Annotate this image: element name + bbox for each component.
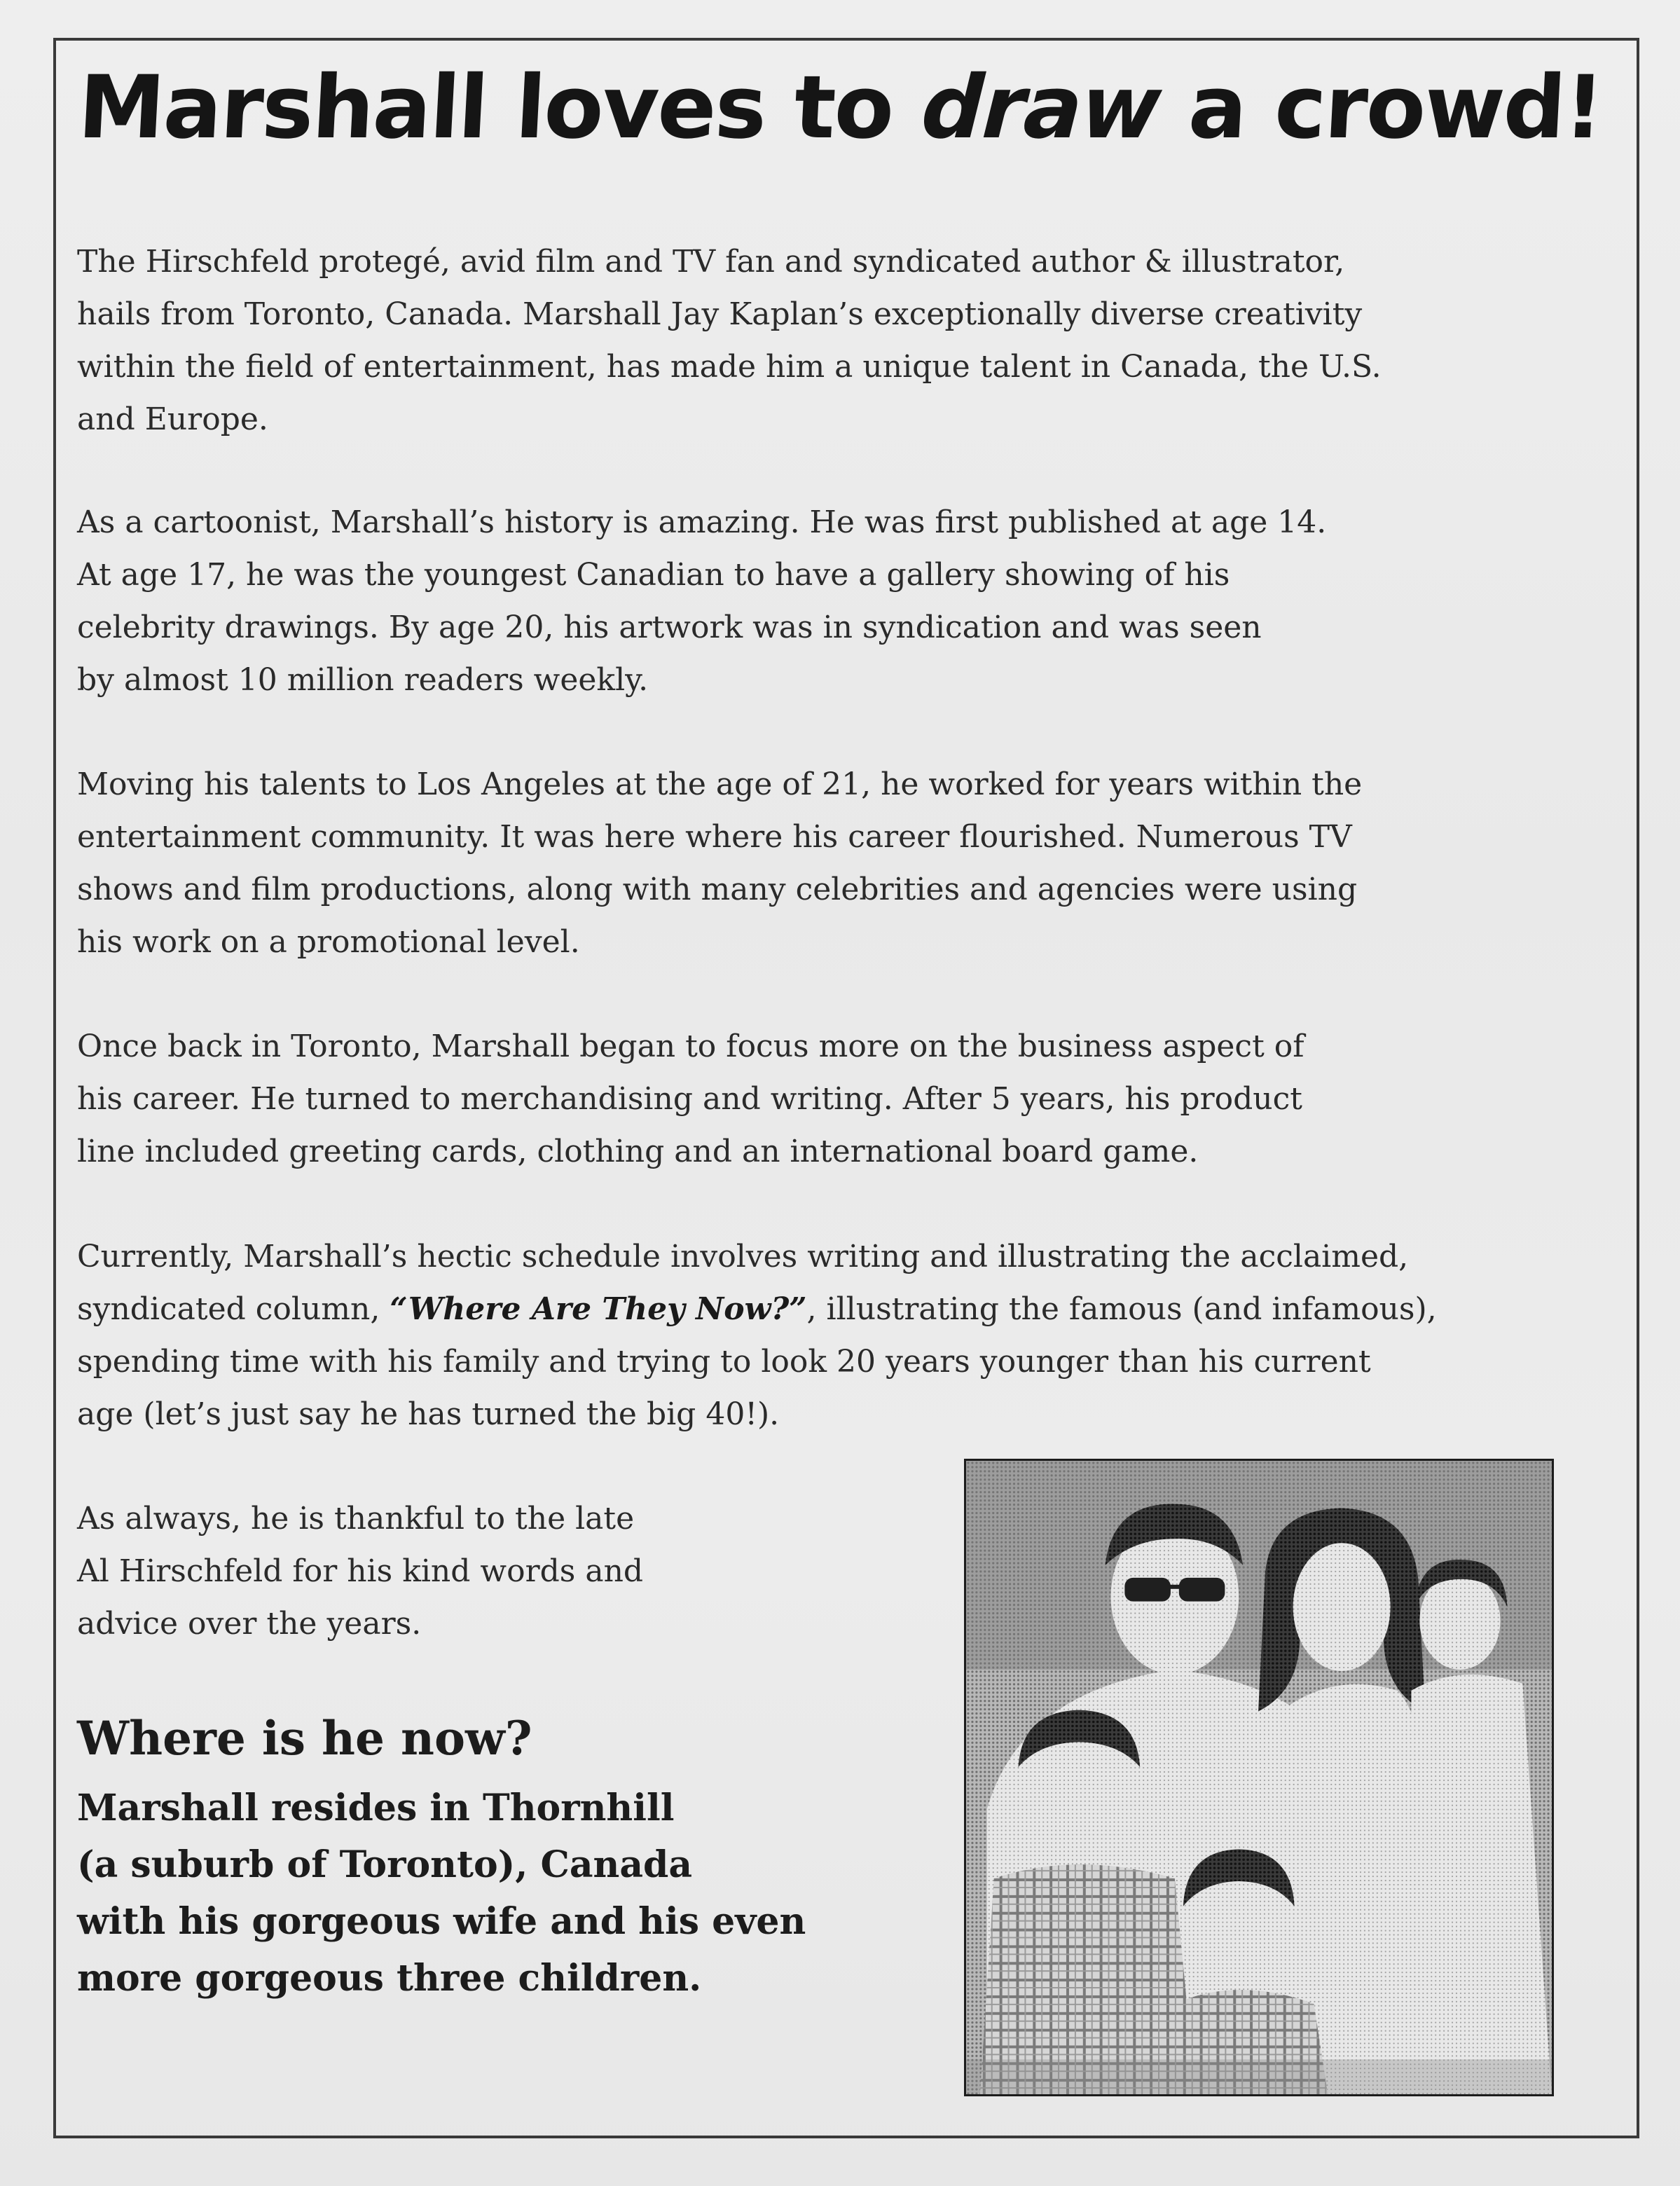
paragraph-line: Moving his talents to Los Angeles at the age of 21, he worked for years within the — [77, 767, 1363, 802]
where-line: (a suburb of Toronto), Canada — [77, 1843, 693, 1886]
paragraph-line: his work on a promotional level. — [77, 924, 580, 960]
where-line: Marshall resides in Thornhill — [77, 1787, 675, 1829]
paragraph-cartoonist — [77, 496, 1618, 706]
paragraph-line: As always, he is thankful to the late — [77, 1501, 635, 1537]
paragraph-line: and Europe. — [77, 401, 268, 437]
where-line: with his gorgeous wife and his even — [77, 1900, 806, 1943]
paragraph-line: As a cartoonist, Marshall’s history is amazing. He was first published at age 14. — [77, 504, 1327, 540]
text-segment: syndicated column, — [77, 1291, 390, 1327]
paragraph-line: shows and film productions, along with many celebrities and agencies were using — [77, 872, 1358, 907]
family-photo — [964, 1459, 1554, 2096]
paragraph-line: At age 17, he was the youngest Canadian to have a gallery showing of his — [77, 557, 1230, 593]
column-title: “Where Are They Now?” — [390, 1291, 807, 1327]
paragraph-line: line included greeting cards, clothing and an international board game. — [77, 1134, 1199, 1169]
where-heading: Where is he now? — [77, 1711, 532, 1766]
paragraph-line: advice over the years. — [77, 1606, 422, 1642]
title-part-1: Marshall loves to — [76, 57, 925, 158]
page-title — [76, 57, 1606, 158]
paragraph-line: celebrity drawings. By age 20, his artwork was in syndication and was seen — [77, 610, 1262, 645]
paragraph-line — [77, 1283, 1618, 1335]
paragraph-line: Al Hirschfeld for his kind words and — [77, 1553, 644, 1589]
title-part-draw: draw — [918, 57, 1163, 158]
paragraph-intro — [77, 235, 1618, 446]
paragraph-line: spending time with his family and trying to look 20 years younger than his current — [77, 1344, 1371, 1380]
paragraph-line: Currently, Marshall’s hectic schedule involves writing and illustrating the acclaimed, — [77, 1239, 1409, 1274]
where-description — [77, 1780, 806, 2007]
paragraph-thanks — [77, 1492, 932, 1650]
paragraph-toronto — [77, 1020, 1618, 1178]
paragraph-line: within the field of entertainment, has made him a unique talent in Canada, the U.S. — [77, 349, 1382, 385]
paragraph-line: The Hirschfeld protegé, avid film and TV fan and syndicated author & illustrator, — [77, 244, 1345, 280]
text-segment: , illustrating the famous (and infamous), — [806, 1291, 1437, 1327]
paragraph-line: Once back in Toronto, Marshall began to focus more on the business aspect of — [77, 1029, 1304, 1064]
paragraph-line: age (let’s just say he has turned the big 40!). — [77, 1396, 780, 1432]
paragraph-line: by almost 10 million readers weekly. — [77, 662, 649, 698]
where-line: more gorgeous three children. — [77, 1957, 702, 2000]
paragraph-line: hails from Toronto, Canada. Marshall Jay Kaplan’s exceptionally diverse creativity — [77, 296, 1363, 332]
paragraph-currently — [77, 1230, 1618, 1441]
title-part-3: a crowd! — [1157, 57, 1606, 158]
paragraph-los-angeles — [77, 758, 1618, 968]
paragraph-line: his career. He turned to merchandising and writing. After 5 years, his product — [77, 1081, 1302, 1117]
family-photo-image — [966, 1461, 1552, 2094]
paragraph-line: entertainment community. It was here where his career flourished. Numerous TV — [77, 819, 1352, 855]
